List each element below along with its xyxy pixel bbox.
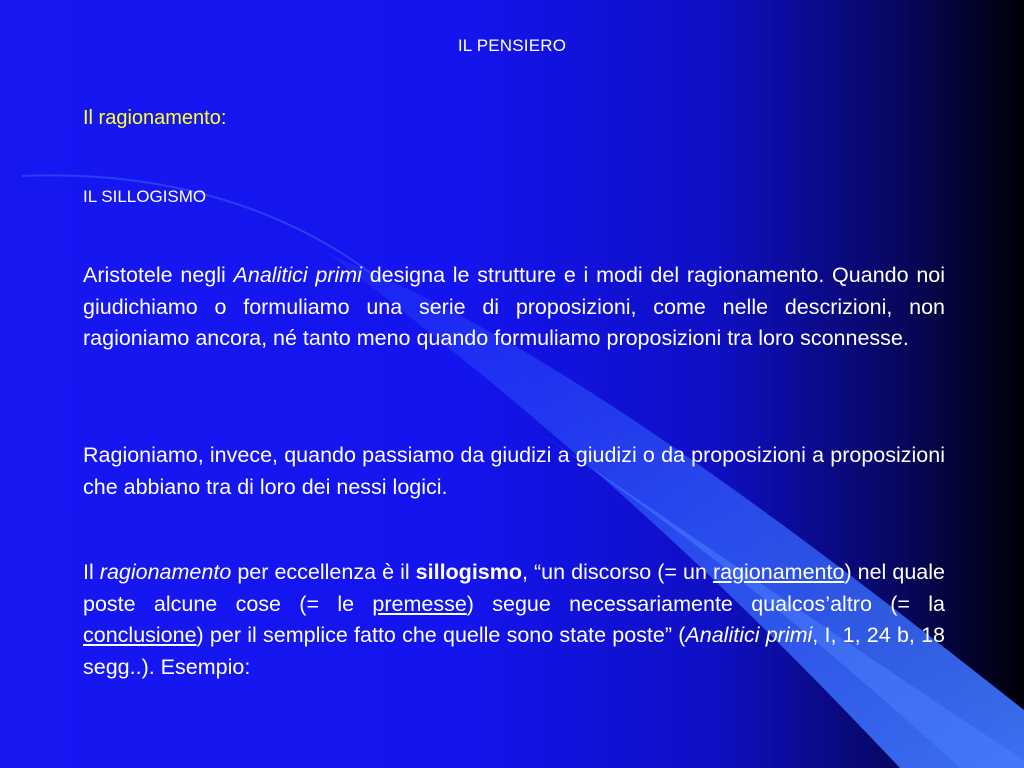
- p3-work-title: Analitici primi: [685, 623, 813, 647]
- paragraph-aristotle: [83, 260, 945, 355]
- section-heading: Il ragionamento:: [83, 107, 227, 129]
- p3-text-d: ) nel quale poste alcune cose (= le: [83, 560, 945, 616]
- section-subheading: IL SILLOGISMO: [83, 187, 207, 206]
- p3-conclusione-link[interactable]: conclusione: [83, 623, 197, 647]
- p3-ragionamento-link[interactable]: ragionamento: [712, 560, 845, 584]
- p3-text-f: ) per il semplice fatto che quelle sono state poste” (: [196, 623, 686, 647]
- p1-work-title: Analitici primi: [233, 263, 362, 287]
- p3-sillogismo-bold: sillogismo: [415, 560, 522, 584]
- paragraph-syllogism: [83, 557, 945, 683]
- p1-text-b: designa le strutture e i modi del ragionamento. Quando noi giudichiamo o formuliamo una serie di proposizioni, come nelle descrizioni, non ragioniamo ancora, né tanto meno quando formuliamo proposizioni tra loro sconnesse.: [83, 263, 946, 350]
- p3-text-a: Il: [83, 560, 100, 584]
- p3-premesse-link[interactable]: premesse: [372, 591, 467, 616]
- p3-text-b: per eccellenza è il: [231, 560, 416, 584]
- paragraph-reasoning: Ragioniamo, invece, quando passiamo da giudizi a giudizi o da proposizioni a proposizioni che abbiano tra di loro dei nessi logici.: [83, 443, 945, 499]
- p3-text-e: ) segue necessariamente qualcos’altro (= la: [466, 591, 945, 616]
- p3-text-c: , “un discorso (= un: [522, 560, 713, 584]
- p1-text-a: Aristotele negli: [83, 263, 234, 287]
- slide-title: IL PENSIERO: [457, 36, 567, 55]
- p3-text-g: , I, 1, 24 b, 18 segg..). Esempio:: [83, 623, 946, 679]
- p3-ragionamento-italic: ragionamento: [99, 560, 232, 584]
